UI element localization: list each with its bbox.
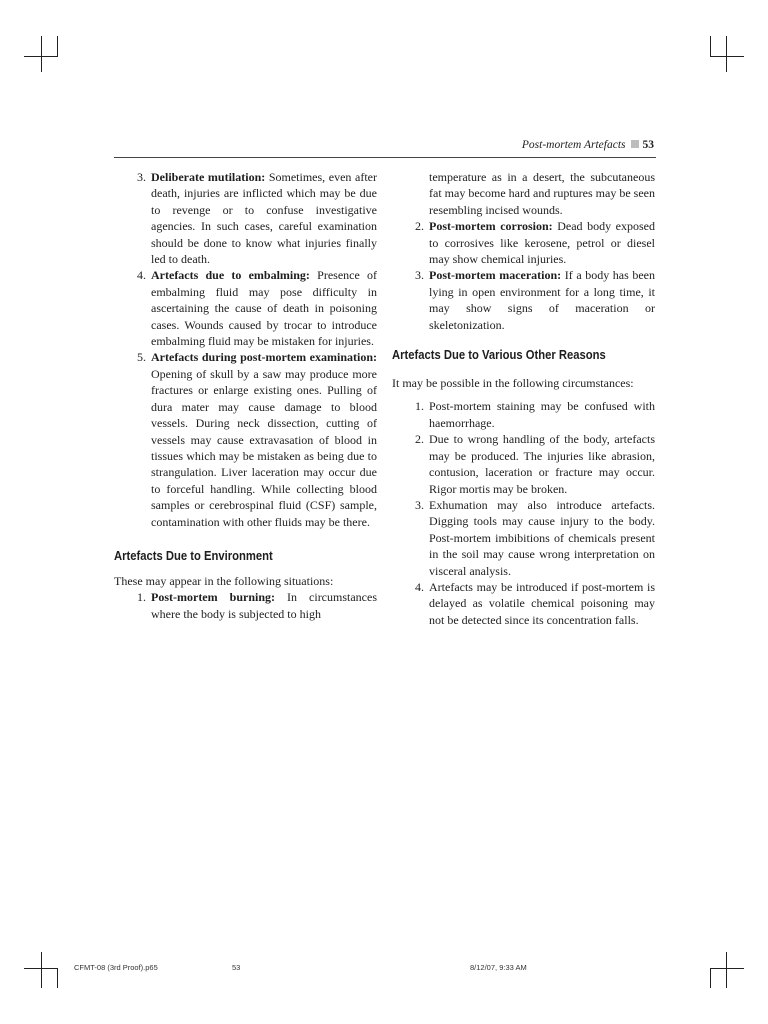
list-item-lead: Artefacts due to embalming: xyxy=(151,268,310,283)
list-item xyxy=(114,169,377,267)
crop-mark xyxy=(57,968,58,988)
list-number: 2. xyxy=(415,432,424,447)
header-rule xyxy=(114,157,656,158)
section-intro: It may be possible in the following circumstances: xyxy=(392,376,634,391)
list-item-lead: Post-mortem maceration: xyxy=(429,268,562,283)
list-item xyxy=(114,589,377,622)
numbered-list xyxy=(392,218,655,333)
list-number: 3. xyxy=(137,170,146,184)
crop-mark xyxy=(726,952,727,988)
list-item-text: Opening of skull by a saw may produce more fractures or enlarge existing ones. Pulling of dura mater may cause damage to blood vessels. During neck dissection, cutting of vessels may cause extravasation of blood in tissues which may be mistaken as being due to strangulation. Liver laceration may occur due to forceful handling. While collecting blood samples or cerebrospinal fluid (CSF) sample, contamination with other fluids may be there. xyxy=(151,366,377,529)
list-item xyxy=(392,267,655,333)
list-item-lead: Deliberate mutilation: xyxy=(151,170,266,184)
list-item-text: Sometimes, even after death, injuries are inflicted which may be due to revenge or to confuse investigative agencies. In such cases, careful examination should be done to know what injuries finally led to death. xyxy=(151,170,377,267)
crop-mark xyxy=(710,968,711,988)
crop-mark xyxy=(57,36,58,57)
list-item-text: Dead body exposed to corrosives like kerosene, petrol or diesel may show chemical injuries. xyxy=(429,219,655,267)
list-number: 1. xyxy=(415,399,424,414)
list-item xyxy=(114,267,377,349)
crop-mark xyxy=(710,56,744,57)
list-item xyxy=(392,497,655,579)
footer-page: 53 xyxy=(232,963,241,972)
section-heading: Artefacts Due to Various Other Reasons xyxy=(392,348,606,363)
list-item-lead: Post-mortem burning: xyxy=(151,590,275,605)
list-item xyxy=(392,579,655,628)
running-title: Post-mortem Artefacts xyxy=(521,139,626,151)
list-item xyxy=(392,218,655,267)
footer-timestamp: 8/12/07, 9:33 AM xyxy=(470,963,527,972)
list-item-text: Presence of embalming fluid may pose difficulty in ascertaining the cause of death in poisoning cases. Wounds caused by trocar to introduce embalming fluid may be mistaken for injuries. xyxy=(151,268,377,349)
right-column xyxy=(392,169,655,628)
list-item-text: Post-mortem staining may be confused with haemorrhage. xyxy=(429,399,655,430)
crop-mark xyxy=(710,968,744,969)
list-item xyxy=(392,398,655,431)
list-item-text: In circumstances where the body is subjected to high xyxy=(151,590,377,621)
list-item-lead: Artefacts during post-mortem examination: xyxy=(151,350,377,365)
numbered-list xyxy=(114,589,377,622)
list-number: 4. xyxy=(415,579,424,594)
footer-file: CFMT-08 (3rd Proof).p65 xyxy=(74,963,158,972)
list-number: 4. xyxy=(137,268,146,283)
left-column xyxy=(114,169,377,622)
list-number: 3. xyxy=(415,497,424,512)
numbered-list xyxy=(392,398,655,628)
list-item-text: Due to wrong handling of the body, artefacts may be produced. The injuries like abrasion, contusion, laceration or fracture may occur. Rigor mortis may be broken. xyxy=(429,432,655,496)
section-intro: These may appear in the following situations: xyxy=(114,573,334,588)
section-heading: Artefacts Due to Environment xyxy=(114,548,273,563)
crop-mark xyxy=(726,36,727,72)
list-item-text: If a body has been lying in open environment for a long time, it may show signs of maceration or skeletonization. xyxy=(429,268,656,332)
list-item-lead: Post-mortem corrosion: xyxy=(429,219,553,234)
list-number: 5. xyxy=(137,350,146,365)
list-item xyxy=(392,431,655,497)
list-item xyxy=(114,349,377,529)
list-item-text: Artefacts may be introduced if post-mortem is delayed as volatile chemical poisoning may not be detected since its concentration falls. xyxy=(429,579,655,627)
square-bullet-icon xyxy=(631,140,639,148)
list-number: 3. xyxy=(415,268,424,283)
crop-mark xyxy=(41,952,42,988)
list-number: 1. xyxy=(137,590,146,605)
crop-mark xyxy=(710,36,711,57)
running-head xyxy=(522,138,654,152)
list-number: 2. xyxy=(415,219,424,234)
numbered-list xyxy=(114,169,377,530)
crop-mark xyxy=(41,36,42,72)
page-number: 53 xyxy=(642,139,654,151)
continued-paragraph: temperature as in a desert, the subcutaneous fat may become hard and ruptures may be seen resembling incised wounds. xyxy=(429,170,655,217)
list-item-text: Exhumation may also introduce artefacts. Digging tools may cause injury to the body. Post-mortem imbibitions of chemicals present in the soil may cause wrong interpretation on visceral analysis. xyxy=(429,497,655,578)
